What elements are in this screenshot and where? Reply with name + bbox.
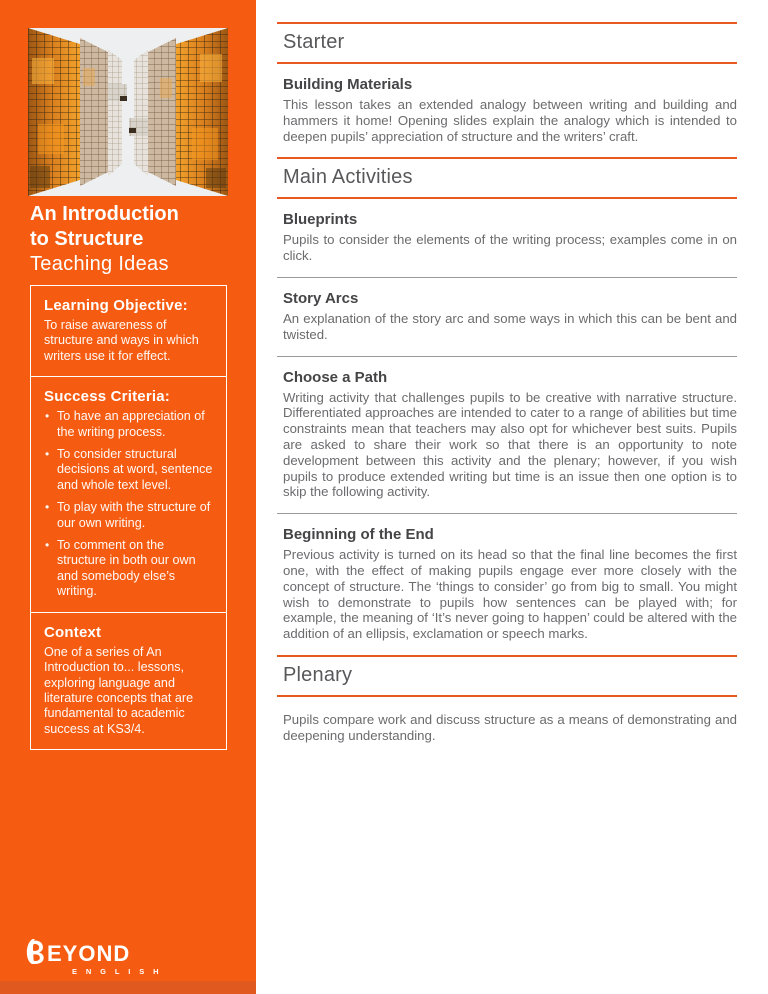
logo-text: EYOND — [47, 941, 131, 966]
beyond-b-icon — [25, 938, 47, 965]
success-criteria-item: • To have an appreciation of the writing process. — [44, 409, 213, 440]
section-heading-plenary: Plenary — [277, 655, 737, 697]
entry-body: An explanation of the story arc and some ways in which this can be bent and twisted. — [283, 310, 737, 342]
success-criteria-list — [44, 409, 213, 599]
entry-body: Previous activity is turned on its head so that the final line becomes the first one, with the effect of making pupils engage ever more closely with the concept of structure. The ‘things to consider’ go from big to small. You might wish to demonstrate to pupils how sentences can be played with; for example, the meaning of ‘It’s never going to happen’ could be altered with the addition of an ellipsis, exclamation or speech marks. — [283, 547, 737, 642]
title-line-1: An Introduction — [30, 203, 179, 225]
section-heading-starter: Starter — [277, 22, 737, 64]
entry-body: Writing activity that challenges pupils to be creative with narrative structure. Differentiated approaches are intended to cater to a range of abilities but time constraints mean that teachers may also opt for whichever best suits. Pupils are asked to share their work so that there is an opportunity to note development between this activity and the plenary; however, if you wish pupils to produce extended writing but time is an issue then one option is to skip the following activity. — [283, 389, 737, 500]
entry-title: Building Materials — [283, 76, 413, 93]
context-heading: Context — [44, 623, 102, 641]
entry-title: Story Arcs — [283, 289, 359, 307]
section-plenary — [277, 655, 737, 757]
activity-entry-plenary — [277, 697, 737, 757]
title-line-2: to Structure — [30, 228, 144, 250]
activity-entry-choose-a-path — [277, 357, 737, 515]
skyscrapers-photo — [28, 28, 228, 196]
main-content — [256, 0, 768, 994]
entry-title: Blueprints — [283, 211, 358, 229]
section-heading-main-activities: Main Activities — [277, 157, 737, 199]
title-subtitle: Teaching Ideas — [30, 253, 169, 275]
logo-wordmark — [25, 938, 162, 965]
success-criteria-heading: Success Criteria: — [44, 388, 170, 406]
context-body: One of a series of An Introduction to... lessons, exploring language and literature concepts that are fundamental to academic success at KS3/4. — [44, 644, 194, 736]
success-criteria-item: • To play with the structure of our own writing. — [44, 500, 213, 531]
skyscrapers-illustration — [28, 28, 228, 196]
beyond-english-logo — [25, 938, 162, 976]
section-starter — [277, 22, 737, 157]
learning-objective-box — [31, 286, 226, 376]
success-criteria-item: • To comment on the structure in both our own and somebody else’s writing. — [44, 538, 213, 600]
context-box — [31, 612, 226, 749]
section-main-activities — [277, 157, 737, 655]
activity-entry-story-arcs — [277, 278, 737, 357]
entry-title: Choose a Path — [283, 368, 388, 386]
learning-objective-heading: Learning Objective: — [44, 297, 188, 314]
entry-body: Pupils compare work and discuss structure as a means of demonstrating and deepening understanding. — [283, 711, 737, 743]
learning-objective-body: To raise awareness of structure and ways in which writers use it for effect. — [44, 318, 199, 363]
logo-subtext: E N G L I S H — [72, 967, 162, 976]
activity-entry-blueprints — [277, 199, 737, 278]
resource-title — [30, 202, 179, 277]
entry-body: Pupils to consider the elements of the writing process; examples come in on click. — [283, 232, 737, 264]
footer-strip — [0, 981, 256, 994]
success-criteria-item: • To consider structural decisions at word, sentence and whole text level. — [44, 447, 213, 493]
activity-entry-building-materials — [277, 64, 737, 157]
sidebar — [0, 0, 256, 994]
success-criteria-box — [31, 376, 226, 611]
entry-body: This lesson takes an extended analogy between writing and building and hammers it home! Opening slides explain the analogy which is intended to deepen pupils’ appreciation of structure and the writers’ craft. — [283, 97, 737, 144]
sidebar-info-boxes — [30, 285, 227, 750]
entry-title: Beginning of the End — [283, 526, 434, 544]
activity-entry-beginning-of-the-end — [277, 514, 737, 655]
